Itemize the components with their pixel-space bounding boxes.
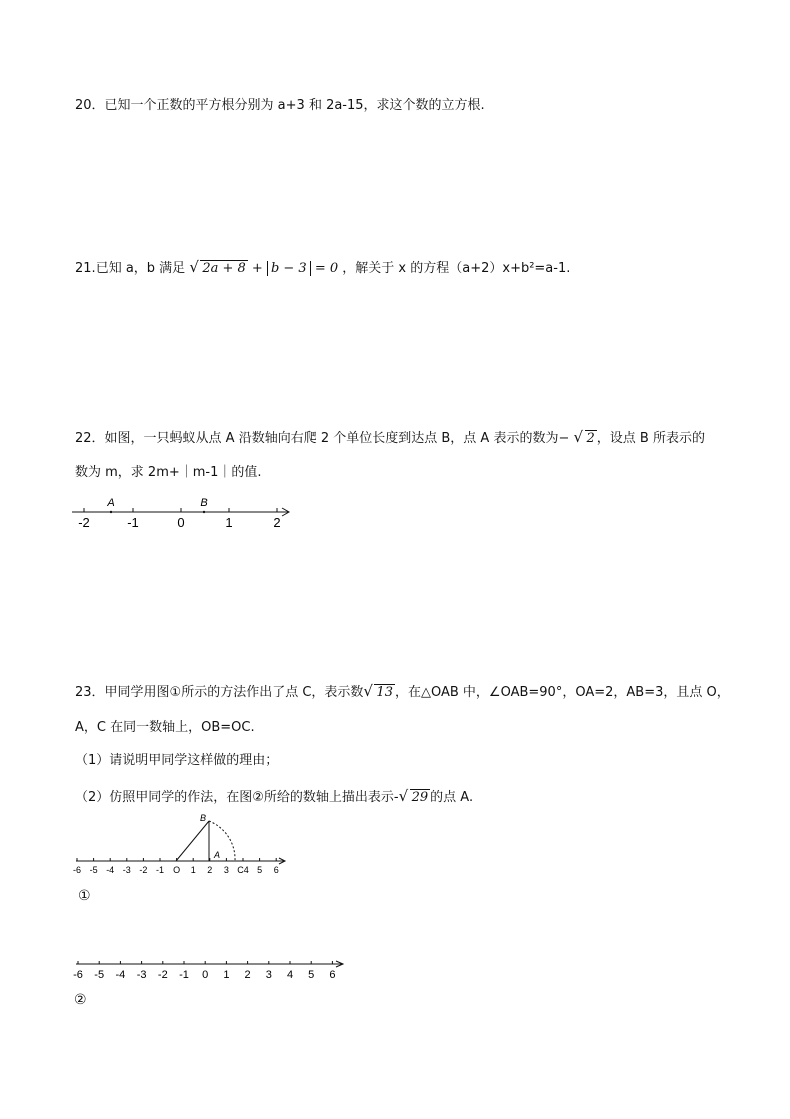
question-number: 22． bbox=[75, 431, 105, 446]
figure-1-caption: ① bbox=[78, 888, 91, 904]
question-text-pre: 已知 a，b 满足 bbox=[95, 261, 186, 276]
abs-expression bbox=[267, 261, 311, 276]
tick-label: -2 bbox=[78, 515, 90, 530]
sqrt-content: 2 bbox=[586, 431, 595, 446]
figure-2 bbox=[74, 957, 354, 987]
tick-label: 1 bbox=[223, 969, 230, 981]
tick-label: -1 bbox=[155, 865, 165, 875]
question-text-line-2: A，C 在同一数轴上，OB=OC. bbox=[75, 720, 255, 735]
arc-dashed bbox=[209, 821, 235, 861]
tick-label: 1 bbox=[190, 865, 196, 875]
tick-label: -2 bbox=[139, 865, 148, 875]
tick-label: -2 bbox=[157, 969, 168, 981]
abs-content: b − 3 bbox=[270, 261, 307, 276]
question-23-sub-1 bbox=[75, 753, 278, 769]
tick-label: 0 bbox=[177, 515, 185, 530]
tick-label: 3 bbox=[265, 969, 272, 981]
tick-label: 0 bbox=[202, 969, 209, 981]
tick-label: 4 bbox=[286, 969, 294, 981]
tick-label: -3 bbox=[122, 865, 131, 875]
sub-question-2-post: 的点 A. bbox=[430, 790, 474, 805]
plus-sign: + bbox=[251, 261, 263, 276]
question-23-sub-2 bbox=[75, 790, 473, 806]
question-number: 21. bbox=[75, 261, 96, 276]
tick-label: -4 bbox=[106, 865, 115, 875]
tick-label: 2 bbox=[207, 865, 213, 875]
equals-zero: = 0 bbox=[314, 261, 339, 276]
point-b-label: B bbox=[200, 497, 208, 509]
tick-label: 2 bbox=[273, 515, 281, 530]
tick-label: 6 bbox=[273, 865, 279, 875]
tick-label: -5 bbox=[89, 865, 98, 875]
question-text-post: ，设点 B 所表示的 bbox=[596, 431, 705, 446]
question-23-line-2 bbox=[75, 720, 255, 736]
point-b-dot bbox=[203, 511, 205, 513]
tick-label: O bbox=[173, 865, 181, 875]
tick-label: -4 bbox=[115, 969, 126, 981]
segment-ob bbox=[176, 821, 209, 861]
sqrt-content: 2a + 8 bbox=[202, 261, 246, 276]
question-23-line-1 bbox=[75, 685, 730, 701]
tick-label: -6 bbox=[73, 969, 83, 981]
question-text-post: ，在△OAB 中，∠OAB=90°，OA=2，AB=3，且点 O， bbox=[394, 685, 730, 700]
sqrt-expression bbox=[189, 261, 247, 277]
question-text: 已知一个正数的平方根分别为 a+3 和 2a-15，求这个数的立方根. bbox=[104, 98, 485, 113]
question-text-pre: 如图，一只蚂蚁从点 A 沿数轴向右爬 2 个单位长度到达点 B，点 A 表示的数为 bbox=[104, 431, 559, 446]
sqrt-expression bbox=[399, 790, 431, 806]
tick-label: 1 bbox=[225, 515, 233, 530]
tick-label: 5 bbox=[308, 969, 315, 981]
point-a-dot bbox=[110, 511, 112, 513]
tick-label: 5 bbox=[257, 865, 263, 875]
sub-question-1: （1）请说明甲同学这样做的理由； bbox=[75, 753, 279, 768]
question-text-line-2: 数为 m，求 2m+｜m-1｜的值. bbox=[75, 465, 262, 480]
tick-label: 3 bbox=[223, 865, 229, 875]
figure-1 bbox=[74, 814, 294, 876]
tick-label: -5 bbox=[94, 969, 105, 981]
question-number: 20． bbox=[75, 98, 105, 113]
sqrt-expression bbox=[363, 685, 395, 701]
sqrt-content: 13 bbox=[376, 685, 393, 700]
minus-sign: − bbox=[558, 431, 570, 446]
tick-label: -6 bbox=[72, 865, 82, 875]
point-b-label: B bbox=[199, 813, 206, 823]
sqrt-expression bbox=[574, 431, 597, 447]
question-22-line-1 bbox=[75, 431, 705, 447]
question-number: 23． bbox=[75, 685, 105, 700]
point-a-label: A bbox=[214, 850, 221, 860]
question-21 bbox=[75, 261, 570, 277]
sub-question-2-pre: （2）仿照甲同学的作法，在图②所给的数轴上描出表示- bbox=[75, 790, 399, 805]
tick-label: 6 bbox=[329, 969, 336, 981]
question-22-line-2 bbox=[75, 465, 262, 481]
tick-label: 2 bbox=[244, 969, 251, 981]
point-a-label: A bbox=[107, 497, 115, 509]
question-20 bbox=[75, 98, 485, 114]
question-text-post: ，解关于 x 的方程（a+2）x+b²=a-1. bbox=[342, 261, 571, 276]
neg-sqrt-2 bbox=[558, 431, 596, 446]
sqrt-content: 29 bbox=[411, 790, 429, 805]
tick-label: C4 bbox=[237, 865, 249, 875]
tick-label: -1 bbox=[127, 515, 139, 530]
question-text-pre: 甲同学用图①所示的方法作出了点 C，表示数 bbox=[104, 685, 364, 700]
equation bbox=[189, 261, 342, 276]
tick-label: -1 bbox=[179, 969, 189, 981]
figure-2-caption: ② bbox=[74, 992, 87, 1008]
tick-label: -3 bbox=[136, 969, 147, 981]
number-line-figure-q22 bbox=[70, 495, 300, 535]
